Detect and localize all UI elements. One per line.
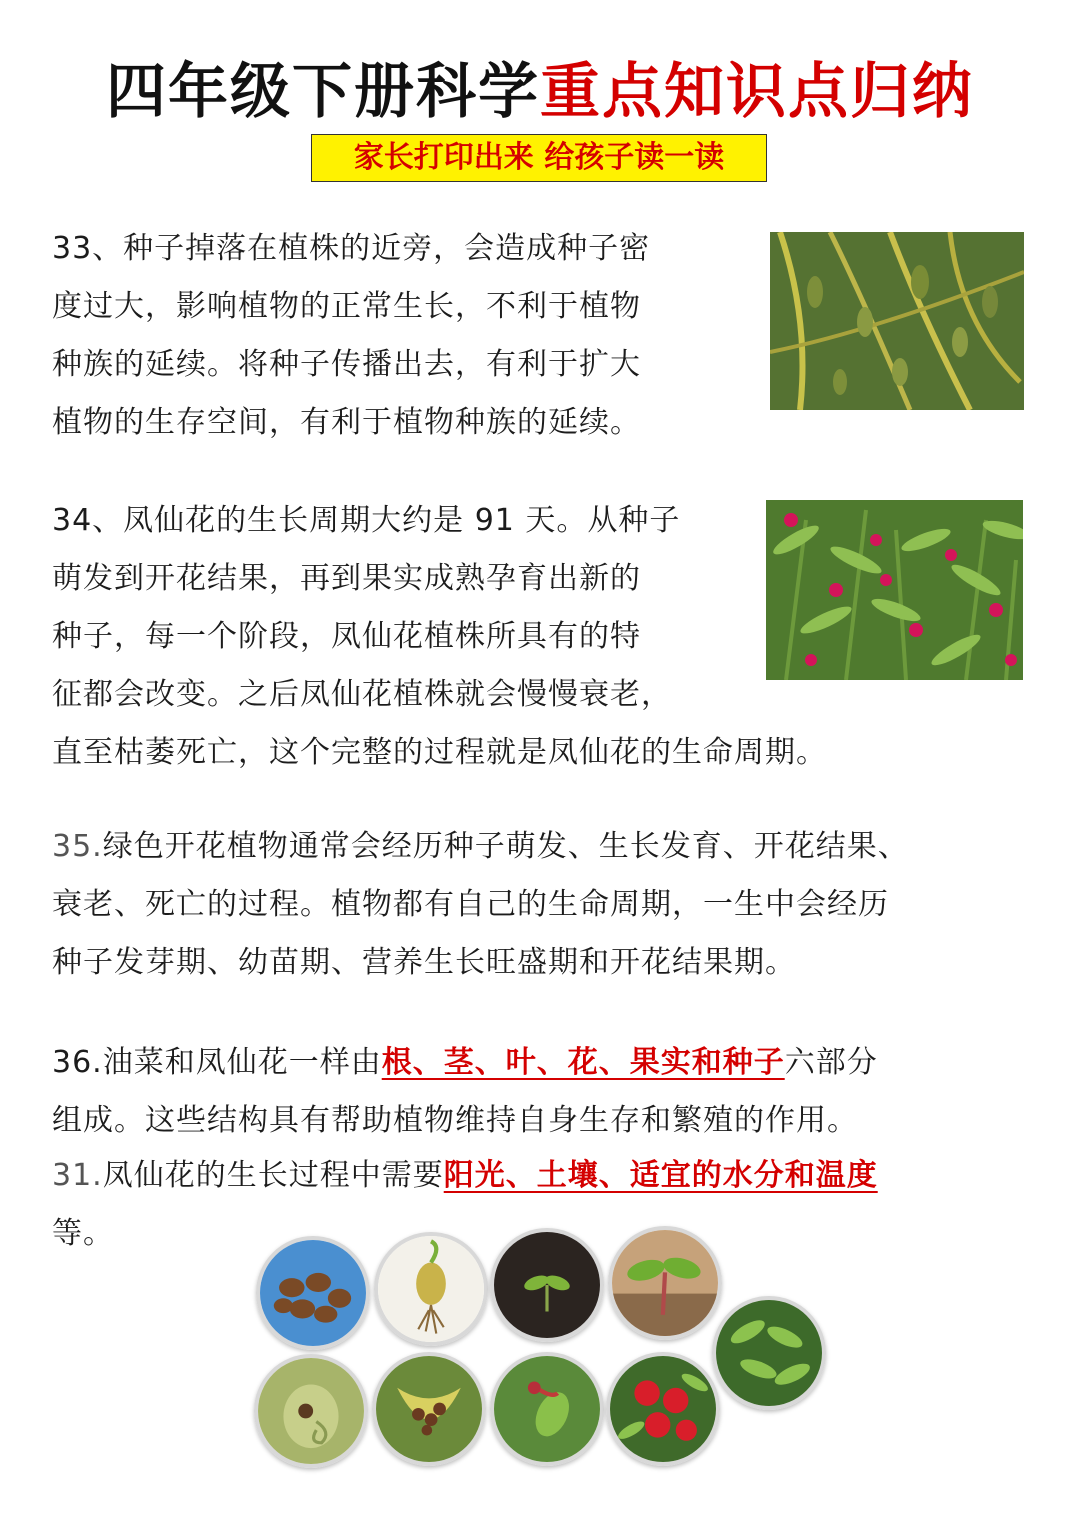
p35-line-1 bbox=[52, 818, 1042, 876]
p31-prefix: 凤仙花的生长过程中需要 bbox=[102, 1158, 444, 1193]
p35-number: 35. bbox=[52, 829, 103, 864]
p31-number: 31. bbox=[52, 1158, 103, 1193]
p34-line: 直至枯萎死亡，这个完整的过程就是凤仙花的生命周期。 bbox=[52, 735, 827, 770]
p34-line: 34、凤仙花的生长周期大约是 91 天。从种子 bbox=[52, 503, 681, 538]
balsam-plant-photo bbox=[766, 500, 1023, 680]
p35-line-3: 种子发芽期、幼苗期、营养生长旺盛期和开花结果期。 bbox=[52, 945, 796, 980]
title-red-part: 重点知识点归纳 bbox=[540, 57, 974, 127]
p33-line: 种族的延续。将种子传播出去，有利于扩大 bbox=[52, 347, 641, 382]
leafy-plant-image bbox=[712, 1296, 826, 1410]
p35-line-2: 衰老、死亡的过程。植物都有自己的生命周期，一生中会经历 bbox=[52, 887, 889, 922]
seed-pod-closeup-image bbox=[254, 1354, 368, 1468]
page-title bbox=[0, 52, 1080, 132]
title-black-part: 四年级下册科学 bbox=[106, 57, 540, 127]
p31-highlight: 阳光、土壤、适宜的水分和温度 bbox=[443, 1158, 878, 1193]
seed-pods-photo bbox=[770, 232, 1024, 410]
paragraph-33 bbox=[52, 220, 752, 452]
p36-prefix: 36.油菜和凤仙花一样由 bbox=[52, 1045, 382, 1080]
red-flowers-image bbox=[606, 1352, 720, 1466]
young-seedling-image bbox=[608, 1226, 722, 1340]
p35-line-1-text: 绿色开花植物通常会经历种子萌发、生长发育、开花结果、 bbox=[102, 829, 909, 864]
open-seed-pod-image bbox=[372, 1352, 486, 1466]
p36-line-1 bbox=[52, 1034, 1042, 1092]
germinating-seed-image bbox=[374, 1232, 488, 1346]
p34-line: 萌发到开花结果，再到果实成熟孕育出新的 bbox=[52, 561, 641, 596]
p36-suffix: 六部分 bbox=[784, 1045, 878, 1080]
p33-line: 度过大，影响植物的正常生长，不利于植物 bbox=[52, 289, 641, 324]
seedling-sprout-image bbox=[490, 1228, 604, 1342]
paragraph-35 bbox=[52, 818, 1042, 992]
seeds-image bbox=[256, 1236, 370, 1350]
subtitle-banner: 家长打印出来 给孩子读一读 bbox=[311, 134, 767, 182]
p33-line: 33、种子掉落在植株的近旁，会造成种子密 bbox=[52, 231, 651, 266]
green-fruit-image bbox=[490, 1352, 604, 1466]
p31-line-1 bbox=[52, 1147, 1042, 1205]
p34-line: 种子，每一个阶段，凤仙花植株所具有的特 bbox=[52, 619, 641, 654]
p34-line: 征都会改变。之后凤仙花植株就会慢慢衰老， bbox=[52, 677, 672, 712]
paragraph-36 bbox=[52, 1034, 1042, 1150]
p31-line-2: 等。 bbox=[52, 1216, 114, 1251]
p36-line-2: 组成。这些结构具有帮助植物维持自身生存和繁殖的作用。 bbox=[52, 1103, 858, 1138]
p36-highlight: 根、茎、叶、花、果实和种子 bbox=[381, 1045, 785, 1080]
p33-line: 植物的生存空间，有利于植物种族的延续。 bbox=[52, 405, 641, 440]
